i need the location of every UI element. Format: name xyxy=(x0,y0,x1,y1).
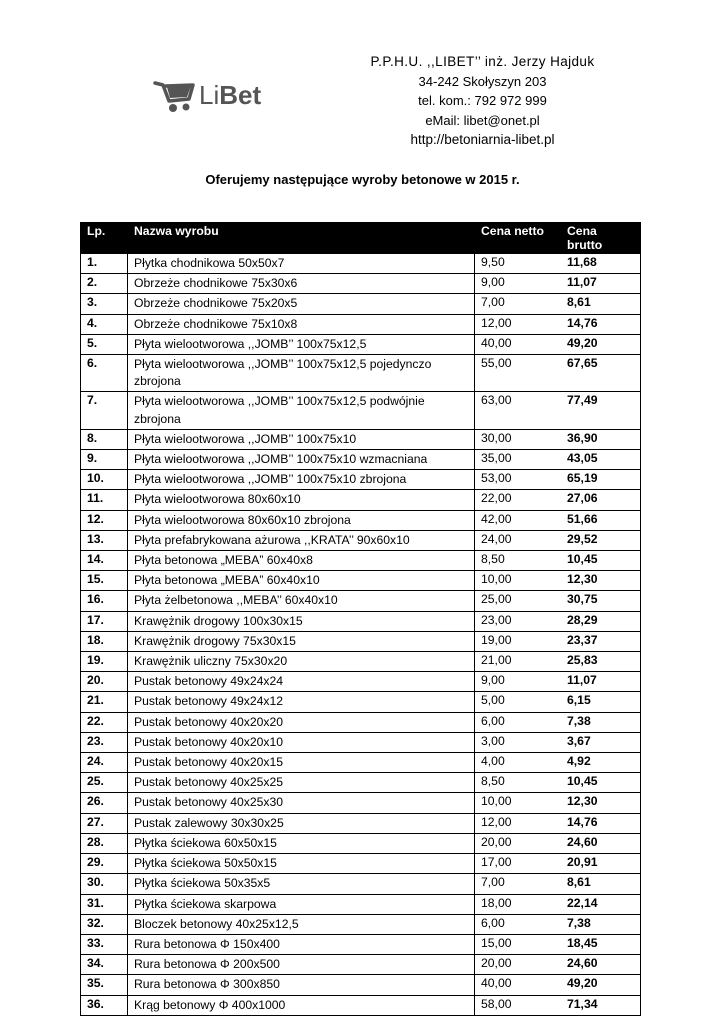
price-net: 8,50 xyxy=(475,773,562,793)
product-name: Płyta wielootworowa ,,JOMB’’ 100x75x12,5 pojedynczo zbrojona xyxy=(128,355,475,392)
price-gross: 12,30 xyxy=(561,793,641,813)
price-gross: 24,60 xyxy=(561,833,641,853)
table-row xyxy=(81,833,641,853)
header-lp: Lp. xyxy=(81,223,128,254)
price-net: 53,00 xyxy=(475,470,562,490)
price-gross: 8,61 xyxy=(561,874,641,894)
row-number: 21. xyxy=(81,692,128,712)
row-number: 16. xyxy=(81,591,128,611)
table-header-row xyxy=(81,223,641,254)
row-number: 11. xyxy=(81,490,128,510)
company-phone: tel. kom.: 792 972 999 xyxy=(418,93,547,108)
price-net: 20,00 xyxy=(475,955,562,975)
price-net: 12,00 xyxy=(475,314,562,334)
table-row xyxy=(81,672,641,692)
row-number: 13. xyxy=(81,530,128,550)
product-name: Rura betonowa Φ 150x400 xyxy=(128,934,475,954)
row-number: 8. xyxy=(81,429,128,449)
price-net: 10,00 xyxy=(475,571,562,591)
row-number: 20. xyxy=(81,672,128,692)
price-gross: 12,30 xyxy=(561,571,641,591)
company-email[interactable]: eMail: libet@onet.pl xyxy=(425,112,540,128)
product-name: Pustak betonowy 49x24x24 xyxy=(128,672,475,692)
product-name: Płyta wielootworowa 80x60x10 zbrojona xyxy=(128,510,475,530)
price-gross: 24,60 xyxy=(561,955,641,975)
row-number: 2. xyxy=(81,274,128,294)
product-name: Krawężnik uliczny 75x30x20 xyxy=(128,652,475,672)
company-website[interactable]: http://betoniarnia-libet.pl xyxy=(410,132,555,147)
row-number: 1. xyxy=(81,254,128,274)
price-gross: 25,83 xyxy=(561,652,641,672)
table-row xyxy=(81,611,641,631)
price-net: 55,00 xyxy=(475,355,562,392)
price-gross: 11,68 xyxy=(561,254,641,274)
price-gross: 51,66 xyxy=(561,510,641,530)
price-gross: 10,45 xyxy=(561,551,641,571)
row-number: 27. xyxy=(81,813,128,833)
price-net: 20,00 xyxy=(475,833,562,853)
row-number: 6. xyxy=(81,355,128,392)
price-gross: 7,38 xyxy=(561,712,641,732)
row-number: 15. xyxy=(81,571,128,591)
price-gross: 10,45 xyxy=(561,773,641,793)
row-number: 36. xyxy=(81,995,128,1015)
product-name: Obrzeże chodnikowe 75x20x5 xyxy=(128,294,475,314)
row-number: 14. xyxy=(81,551,128,571)
price-net: 9,00 xyxy=(475,274,562,294)
row-number: 19. xyxy=(81,652,128,672)
header-gross: Cena brutto xyxy=(561,223,641,254)
product-name: Płyta wielootworowa 80x60x10 xyxy=(128,490,475,510)
row-number: 23. xyxy=(81,732,128,752)
price-gross: 3,67 xyxy=(561,732,641,752)
table-row xyxy=(81,450,641,470)
price-gross: 22,14 xyxy=(561,894,641,914)
table-row xyxy=(81,955,641,975)
table-row xyxy=(81,334,641,354)
row-number: 28. xyxy=(81,833,128,853)
product-name: Pustak zalewowy 30x30x25 xyxy=(128,813,475,833)
price-gross: 49,20 xyxy=(561,975,641,995)
product-name: Płyta wielootworowa ,,JOMB’’ 100x75x12,5 xyxy=(128,334,475,354)
table-row xyxy=(81,813,641,833)
price-net: 8,50 xyxy=(475,551,562,571)
row-number: 9. xyxy=(81,450,128,470)
price-gross: 18,45 xyxy=(561,934,641,954)
row-number: 12. xyxy=(81,510,128,530)
product-name: Krawężnik drogowy 75x30x15 xyxy=(128,631,475,651)
price-gross: 49,20 xyxy=(561,334,641,354)
product-name: Płyta wielootworowa ,,JOMB’’ 100x75x10 zbrojona xyxy=(128,470,475,490)
header-net: Cena netto xyxy=(475,223,562,254)
price-net: 9,50 xyxy=(475,254,562,274)
row-number: 17. xyxy=(81,611,128,631)
price-net: 35,00 xyxy=(475,450,562,470)
price-net: 23,00 xyxy=(475,611,562,631)
price-gross: 20,91 xyxy=(561,854,641,874)
page-title: Oferujemy następujące wyroby betonowe w 2015 r. xyxy=(205,172,520,187)
product-name: Pustak betonowy 40x25x30 xyxy=(128,793,475,813)
product-name: Pustak betonowy 49x24x12 xyxy=(128,692,475,712)
price-net: 18,00 xyxy=(475,894,562,914)
price-gross: 14,76 xyxy=(561,314,641,334)
price-gross: 7,38 xyxy=(561,914,641,934)
price-gross: 36,90 xyxy=(561,429,641,449)
price-net: 40,00 xyxy=(475,975,562,995)
row-number: 35. xyxy=(81,975,128,995)
price-net: 58,00 xyxy=(475,995,562,1015)
table-row xyxy=(81,874,641,894)
row-number: 29. xyxy=(81,854,128,874)
price-gross: 29,52 xyxy=(561,530,641,550)
product-name: Płytka ściekowa 50x50x15 xyxy=(128,854,475,874)
table-row xyxy=(81,392,641,429)
row-number: 10. xyxy=(81,470,128,490)
product-name: Obrzeże chodnikowe 75x30x6 xyxy=(128,274,475,294)
product-name: Płytka ściekowa 50x35x5 xyxy=(128,874,475,894)
price-net: 12,00 xyxy=(475,813,562,833)
product-name: Krawężnik drogowy 100x30x15 xyxy=(128,611,475,631)
price-gross: 14,76 xyxy=(561,813,641,833)
price-net: 3,00 xyxy=(475,732,562,752)
table-row xyxy=(81,793,641,813)
table-row xyxy=(81,591,641,611)
table-row xyxy=(81,854,641,874)
product-name: Płyta żelbetonowa ,,MEBA’’ 60x40x10 xyxy=(128,591,475,611)
price-net: 21,00 xyxy=(475,652,562,672)
price-gross: 67,65 xyxy=(561,355,641,392)
row-number: 5. xyxy=(81,334,128,354)
price-net: 15,00 xyxy=(475,934,562,954)
table-row xyxy=(81,995,641,1015)
row-number: 18. xyxy=(81,631,128,651)
wheelbarrow-icon xyxy=(153,75,197,115)
logo-text: LiBet xyxy=(199,79,262,110)
price-net: 30,00 xyxy=(475,429,562,449)
price-net: 19,00 xyxy=(475,631,562,651)
product-name: Płytka ściekowa skarpowa xyxy=(128,894,475,914)
table-row xyxy=(81,753,641,773)
product-name: Pustak betonowy 40x25x25 xyxy=(128,773,475,793)
table-row xyxy=(81,894,641,914)
product-name: Płyta prefabrykowana ażurowa ,,KRATA’’ 90x60x10 xyxy=(128,530,475,550)
product-name: Pustak betonowy 40x20x20 xyxy=(128,712,475,732)
table-row xyxy=(81,692,641,712)
price-net: 4,00 xyxy=(475,753,562,773)
price-gross: 43,05 xyxy=(561,450,641,470)
price-net: 6,00 xyxy=(475,712,562,732)
company-address: 34-242 Skołyszyn 203 xyxy=(418,73,547,89)
price-gross: 6,15 xyxy=(561,692,641,712)
table-row xyxy=(81,314,641,334)
row-number: 7. xyxy=(81,392,128,429)
row-number: 25. xyxy=(81,773,128,793)
price-net: 7,00 xyxy=(475,874,562,894)
table-row xyxy=(81,551,641,571)
price-net: 40,00 xyxy=(475,334,562,354)
table-row xyxy=(81,355,641,392)
price-net: 6,00 xyxy=(475,914,562,934)
table-row xyxy=(81,274,641,294)
price-gross: 4,92 xyxy=(561,753,641,773)
table-row xyxy=(81,429,641,449)
price-net: 5,00 xyxy=(475,692,562,712)
price-gross: 30,75 xyxy=(561,591,641,611)
table-row xyxy=(81,652,641,672)
table-row xyxy=(81,470,641,490)
price-gross: 8,61 xyxy=(561,294,641,314)
price-gross: 23,37 xyxy=(561,631,641,651)
row-number: 24. xyxy=(81,753,128,773)
price-net: 10,00 xyxy=(475,793,562,813)
table-row xyxy=(81,254,641,274)
price-gross: 65,19 xyxy=(561,470,641,490)
row-number: 26. xyxy=(81,793,128,813)
product-name: Płyta betonowa „MEBA” 60x40x10 xyxy=(128,571,475,591)
row-number: 30. xyxy=(81,874,128,894)
product-name: Płyta wielootworowa ,,JOMB’’ 100x75x10 wzmacniana xyxy=(128,450,475,470)
table-row xyxy=(81,530,641,550)
table-row xyxy=(81,294,641,314)
price-net: 17,00 xyxy=(475,854,562,874)
table-row xyxy=(81,975,641,995)
product-name: Bloczek betonowy 40x25x12,5 xyxy=(128,914,475,934)
product-name: Płyta wielootworowa ,,JOMB’’ 100x75x12,5 podwójnie zbrojona xyxy=(128,392,475,429)
product-name: Płyta wielootworowa ,,JOMB’’ 100x75x10 xyxy=(128,429,475,449)
price-net: 42,00 xyxy=(475,510,562,530)
table-row xyxy=(81,510,641,530)
table-body xyxy=(81,254,641,1016)
price-net: 9,00 xyxy=(475,672,562,692)
product-name: Pustak betonowy 40x20x10 xyxy=(128,732,475,752)
price-net: 7,00 xyxy=(475,294,562,314)
row-number: 33. xyxy=(81,934,128,954)
price-table xyxy=(80,222,641,1016)
product-name: Rura betonowa Φ 300x850 xyxy=(128,975,475,995)
product-name: Płytka chodnikowa 50x50x7 xyxy=(128,254,475,274)
table-row xyxy=(81,712,641,732)
row-number: 34. xyxy=(81,955,128,975)
table-row xyxy=(81,773,641,793)
price-net: 24,00 xyxy=(475,530,562,550)
table-row xyxy=(81,490,641,510)
price-net: 25,00 xyxy=(475,591,562,611)
product-name: Obrzeże chodnikowe 75x10x8 xyxy=(128,314,475,334)
row-number: 32. xyxy=(81,914,128,934)
price-net: 22,00 xyxy=(475,490,562,510)
price-net: 63,00 xyxy=(475,392,562,429)
table-row xyxy=(81,571,641,591)
row-number: 3. xyxy=(81,294,128,314)
product-name: Pustak betonowy 40x20x15 xyxy=(128,753,475,773)
price-gross: 11,07 xyxy=(561,274,641,294)
row-number: 22. xyxy=(81,712,128,732)
company-logo xyxy=(153,72,273,118)
product-name: Rura betonowa Φ 200x500 xyxy=(128,955,475,975)
row-number: 31. xyxy=(81,894,128,914)
product-name: Krąg betonowy Φ 400x1000 xyxy=(128,995,475,1015)
header-name: Nazwa wyrobu xyxy=(128,223,475,254)
company-info xyxy=(360,52,605,150)
price-gross: 28,29 xyxy=(561,611,641,631)
price-gross: 11,07 xyxy=(561,672,641,692)
table-row xyxy=(81,732,641,752)
price-gross: 27,06 xyxy=(561,490,641,510)
table-row xyxy=(81,934,641,954)
product-name: Płytka ściekowa 60x50x15 xyxy=(128,833,475,853)
row-number: 4. xyxy=(81,314,128,334)
company-name: P.P.H.U. ,,LIBET’’ inż. Jerzy Hajduk xyxy=(370,54,595,69)
table-row xyxy=(81,631,641,651)
price-gross: 71,34 xyxy=(561,995,641,1015)
product-name: Płyta betonowa „MEBA” 60x40x8 xyxy=(128,551,475,571)
price-gross: 77,49 xyxy=(561,392,641,429)
table-row xyxy=(81,914,641,934)
